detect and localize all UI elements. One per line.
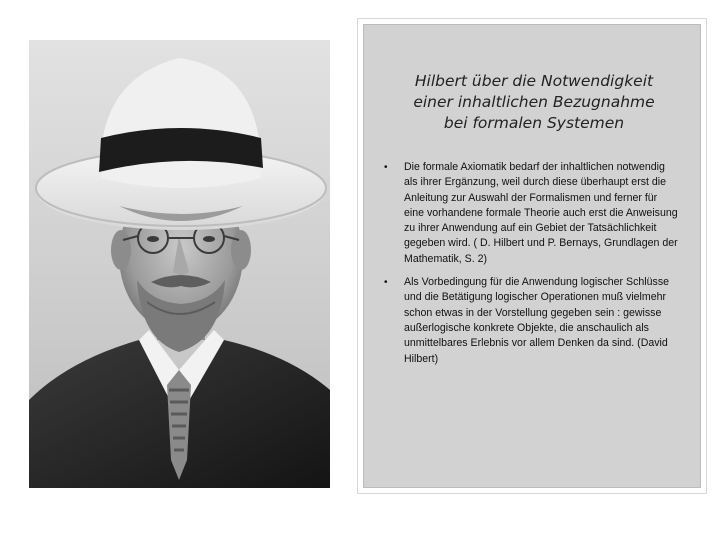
bullet-item <box>382 160 680 267</box>
slide-title <box>382 71 680 134</box>
bullet-item <box>382 275 680 367</box>
text-panel <box>357 18 707 494</box>
bullet-marker: • <box>384 162 388 173</box>
slide-title-line: bei formalen Systemen <box>443 114 625 132</box>
bullet-list <box>382 160 680 367</box>
bullet-text: Als Vorbedingung für die Anwendung logischer Schlüsse und die Betätigung logischer Operationen muß vielmehr schon etwas in der Vorstellung gegeben sein : gewisse außerlogische konkrete Objekte, die anschaulich als unmittelbares Erlebnis vor allem Denken da sind. (David Hilbert) <box>404 276 670 365</box>
bullet-marker: • <box>384 277 388 289</box>
portrait-photo <box>29 40 330 488</box>
slide-title-line: Hilbert über die Notwendigkeit <box>414 72 654 90</box>
bullet-text: Die formale Axiomatik bedarf der inhaltlichen notwendig als ihrer Ergänzung, weil durch diese überhaupt erst die Anleitung zur Auswahl der Formalismen und ferner für eine vorhandene formale Theorie auch erst die Anweisung zu ihrer Anwendung auf ein Gebiet der Tatsächlichkeit gegeben wird. ( D. Hilbert und P. Bernays, Grundlagen der Mathematik, S. 2) <box>404 161 678 265</box>
text-panel-inner <box>363 24 701 488</box>
slide-title-line: einer inhaltlichen Bezugnahme <box>413 93 655 111</box>
